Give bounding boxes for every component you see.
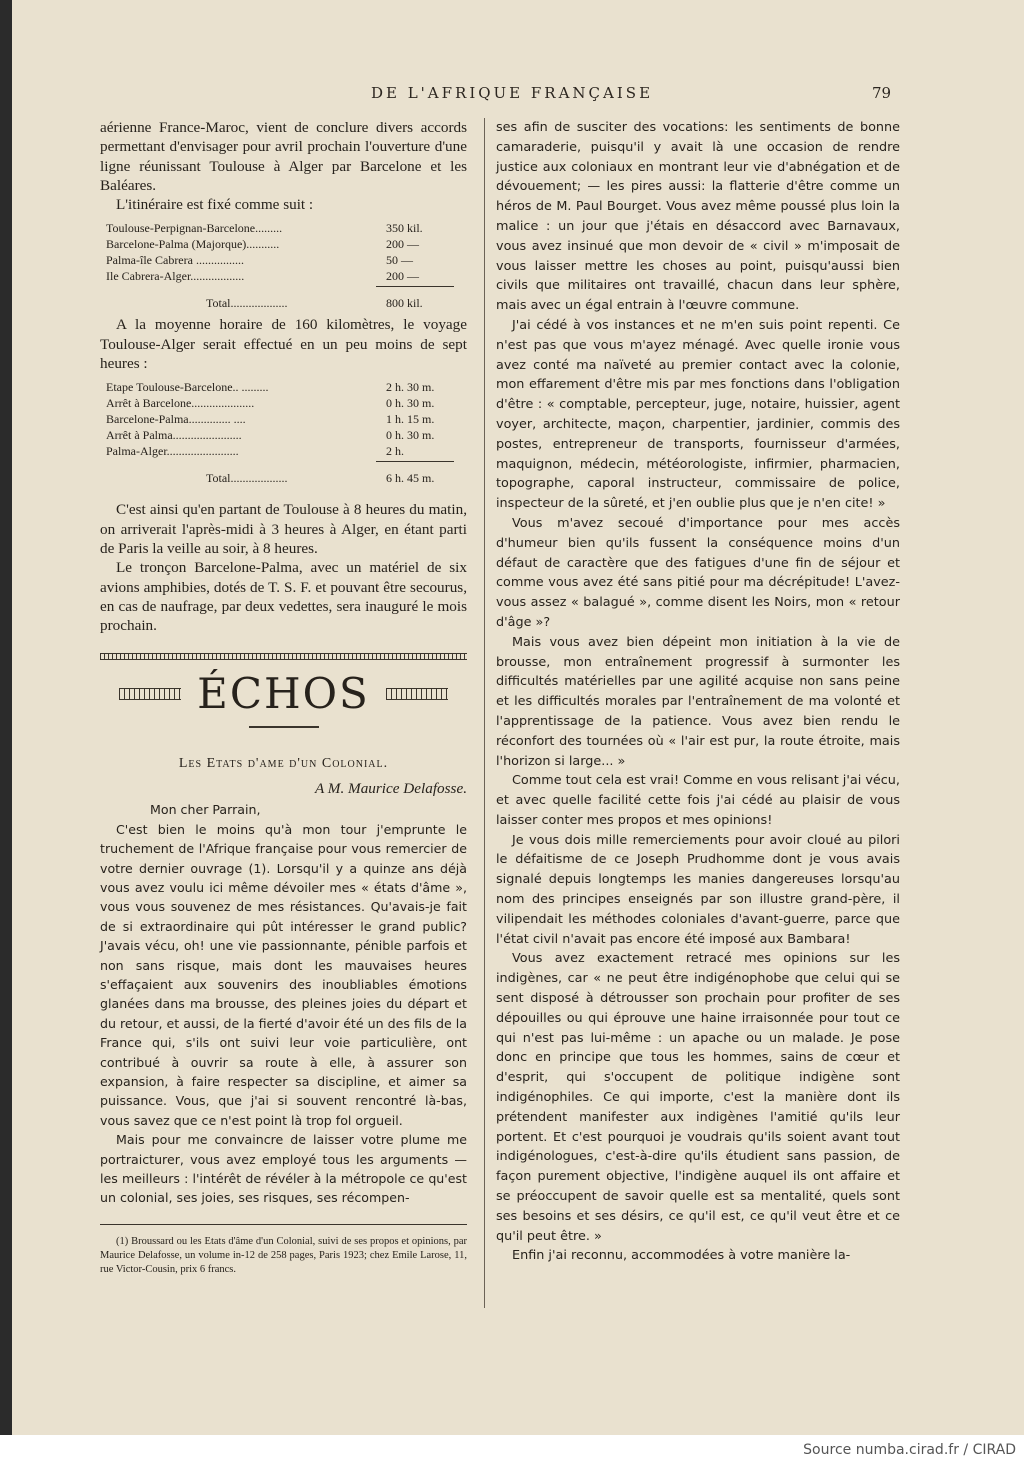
section-heading — [100, 669, 467, 719]
heading-rule — [249, 726, 319, 728]
total-rule — [376, 461, 454, 462]
ornament-right-icon — [386, 688, 448, 700]
salutation: Mon cher Parrain, — [150, 802, 261, 818]
article-paragraph-1: C'est bien le moins qu'à mon tour j'emprunte le truchement de l'Afrique française pour vous remercier de votre dernier ouvrage (1). Lorsqu'il y a quinze ans déjà vous avez voulu ici même dévoiler mes « états d'âme », vous vous souvenez de mes résistances. Qu'avais-je fait de si extraordinaire qui pût intéresser le grand public? J'avais vécu, oh! une vie passionnante, pénible parfois et non sans risque, mais dont les mauvaises heures s'effaçaient aux souvenirs des inoubliables émotions glanées dans ma brousse, des pleines joies du départ et du retour, et aussi, de la fierté d'avoir été un des fils de la France qui, s'ils ont suivi leur voie particulière, ont contribué à ouvrir sa route à elle, à assurer son expansion, à faire respecter sa discipline, et aimer sa puissance. Vous, que j'ai si souvent rencontré là-bas, vous savez que ce n'est point là trop fol orgueil. — [100, 821, 467, 1128]
table-row: Toulouse-Perpignan-Barcelone......... 350 kil. — [106, 221, 423, 236]
distance-total-row: Total................... 800 kil. — [206, 296, 423, 311]
table-row: Barcelone-Palma (Majorque)........... 200 — — [106, 237, 419, 252]
table-row: Arrêt à Palma....................... 0 h. 30 m. — [106, 428, 435, 443]
table-row: Barcelone-Palma.............. .... 1 h. 15 m. — [106, 412, 435, 427]
footnote-rule — [100, 1224, 467, 1225]
running-header: DE L'AFRIQUE FRANÇAISE — [370, 84, 654, 102]
distance-table — [106, 220, 446, 311]
right-paragraph-7: Vous avez exactement retracé mes opinions sur les indigènes, car « ne peut être indigénophobe que celui qui se sent disposé à détrousser son prochain pour profiter de ses dépouilles ou qui éprouve une haine irraisonnée pour tout ce qui n'est pas lui-même : un apache ou un malade. Je pose donc en principe que tous les hommes, sains de cœur et d'esprit, qui s'occupent de politique indigène sont indigénophiles. Ce qui importe, c'est la manière dont ils prétendent manifester aux indigènes l'amitié qu'ils leur portent. Et c'est pourquoi je voudrais qu'ils soient avant tout indigénologues, c'est-à-dire qu'ils étudient sans passion, de façon purement objective, l'indigène auquel ils ont affaire et se préoccupent de savoir quelle est sa mentalité, quels sont ses besoins et ses désirs, ce qu'il est, ce qu'il veut être et ce qu'il peut être. » — [496, 951, 900, 1244]
table-row: Arrêt à Barcelone..................... 0 h. 30 m. — [106, 396, 435, 411]
right-paragraph-2: J'ai cédé à vos instances et ne m'en suis point repenti. Ce n'est pas que vous m'ayez ménagé. Avec quelle ironie vous avez conté ma naïveté au premier contact avec la colonie, mon effarement d'être mis par mes fonctions dans l'obligation d'être : « comptable, percepteur, juge, notaire, huissier, agent voyer, architecte, maçon, charpentier, jardinier, commis des postes, entrepreneur de transports, fournisseur d'armées, maquignon, médecin, météorologiste, infirmier, pharmacien, topographe, caporal instructeur, commissaire de police, inspecteur de la sûreté, et j'en oublie plus que je n'en cite! » — [496, 317, 900, 512]
dedication: A M. Maurice Delafosse. — [315, 780, 467, 798]
right-paragraph-5: Comme tout cela est vrai! Comme en vous relisant j'ai vécu, et avec quelle facilité cette fois j'ai cédé au plaisir de vous laisser conter mes propos et mes opinions! — [496, 773, 900, 828]
time-total-row: Total................... 6 h. 45 m. — [206, 471, 435, 486]
scanned-page — [12, 0, 1024, 1435]
total-rule — [376, 286, 454, 287]
spacer — [100, 490, 467, 500]
page-number: 79 — [872, 84, 892, 102]
intro-paragraph: aérienne France-Maroc, vient de conclure divers accords permettant d'envisager pour avril prochain l'ouverture d'une ligne réunissant Toulouse à Alger par Barcelone et les Baléares. — [100, 119, 467, 194]
column-divider — [484, 118, 485, 1308]
source-credit[interactable]: Source numba.cirad.fr / CIRAD — [803, 1442, 1016, 1458]
conclusion-paragraph-1: C'est ainsi qu'en partant de Toulouse à 8 heures du matin, on arriverait l'après-midi à 3 heures à Alger, en étant parti de Paris la veille au soir, à 8 heures. — [100, 501, 467, 557]
right-paragraph-4: Mais vous avez bien dépeint mon initiation à la vie de brousse, mon entraînement progressif à surmonter les difficultés matérielles par une agilité acquise non sans peine et les difficultés morales par l'entraînement de ma volonté et l'apprentissage de la patience. Vous avez bien rendu le réconfort des tournées où « l'air est pur, la route étroite, mais l'horizon si large... » — [496, 634, 900, 769]
ornament-left-icon — [119, 688, 181, 700]
right-paragraph-6: Je vous dois mille remerciements pour avoir cloué au pilori le défaitisme de ce Joseph Prudhomme dont je vous avais signalé depuis longtemps les manies dangereuses lorsqu'au nom des principes enseignés par son illustre grand-père, il vilipendait les méthodes coloniales d'avant-guerre, parce que l'état civil n'avait pas encore été imposé aux Bambara! — [496, 832, 900, 947]
speed-paragraph: A la moyenne horaire de 160 kilomètres, le voyage Toulouse-Alger serait effectué en un peu moins de sept heures : — [100, 316, 467, 373]
table-row: Palma-île Cabrera ................ 50 — — [106, 253, 413, 268]
conclusion-paragraph-2: Le tronçon Barcelone-Palma, avec un matériel de six avions amphibies, dotés de T. S. F. et pouvant être secourus, en cas de naufrage, par deux vedettes, sera inauguré le mois prochain. — [100, 559, 467, 635]
article-paragraph-2: Mais pour me convaincre de laisser votre plume me portraicturer, vous avez employé tous les arguments — les meilleurs : l'intérêt de révéler à la métropole ce qu'est un colonial, ses joies, ses risques, ses récompen- — [100, 1132, 467, 1206]
article-title: Les Etats d'ame d'un Colonial. — [178, 755, 389, 771]
left-column — [100, 118, 467, 1277]
right-paragraph-1: ses afin de susciter des vocations: les sentiments de bonne camaraderie, puisqu'il y avait là une occasion de rendre justice aux coloniaux en montrant leur vie d'abnégation et de dévouement; — les pires aussi: la flatterie d'être comme un héros de M. Paul Bourget. Vous avez même poussé plus loin la malice : un jour que j'étais en désaccord avec Barnavaux, vous avez insinué que mon devoir de « civil » m'imposait de vous laisser mettre les choses au point, puisqu'aussi bien civils que militaires ont travaillé, chacun dans leur sphère, mais avec un égal entrain à l'œuvre commune. — [496, 120, 900, 314]
right-paragraph-3: Vous m'avez secoué d'importance pour mes accès d'humeur bien qu'ils fussent la conséquence moins d'un défaut de caractère que des fatigues d'une fin de séjour et comme vous avez été sans pitié pour ma décrépitude! L'avez-vous assez « balagué », comme disent les Noirs, mon « retour d'âge »? — [496, 515, 900, 630]
right-column — [496, 118, 900, 1266]
right-paragraph-8: Enfin j'ai reconnu, accommodées à votre manière la- — [512, 1248, 851, 1264]
itinerary-intro: L'itinéraire est fixé comme suit : — [116, 196, 314, 214]
section-title: ÉCHOS — [197, 669, 370, 719]
section-divider — [100, 653, 467, 660]
footnote: (1) Broussard ou les Etats d'âme d'un Colonial, suivi de ses propos et opinions, par Maurice Delafosse, un volume in-12 de 258 pages, Paris 1923; chez Emile Larose, 11, rue Victor-Cousin, prix 6 francs. — [100, 1235, 467, 1275]
table-row: Etape Toulouse-Barcelone.. ......... 2 h. 30 m. — [106, 380, 435, 395]
table-row: Palma-Alger........................ 2 h. — [106, 444, 404, 459]
table-row: Ile Cabrera-Alger.................. 200 — — [106, 269, 419, 284]
time-table — [106, 379, 446, 486]
